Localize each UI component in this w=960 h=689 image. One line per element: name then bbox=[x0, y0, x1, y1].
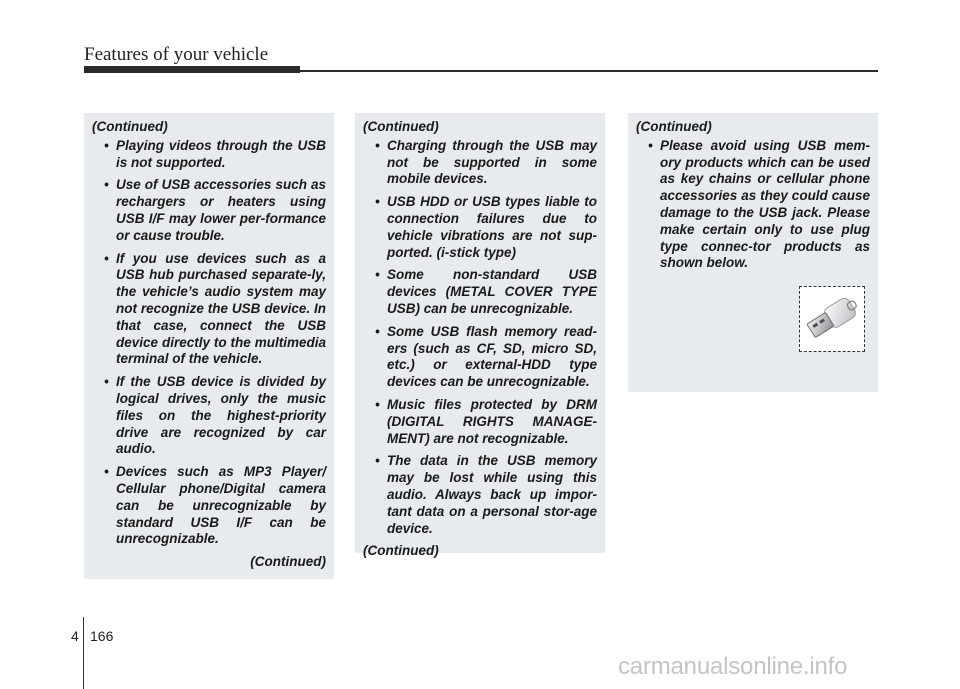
header-rule-thin bbox=[300, 70, 878, 72]
page-number: 166 bbox=[90, 628, 114, 644]
usb-connector-figure bbox=[799, 286, 865, 352]
header-rule-thick bbox=[84, 66, 300, 73]
bullet-item: • Playing videos through the USB is not supported. bbox=[92, 138, 326, 172]
bullet-item: • If the USB device is divided by logical drives, only the music files on the highest-priority drive are recognized by car audio. bbox=[92, 374, 326, 458]
bullet-list bbox=[92, 138, 326, 548]
bullet-item: • Some USB flash memory read-ers (such as CF, SD, micro SD, etc.) or external-HDD type devices can be unrecognizable. bbox=[363, 324, 597, 391]
bullet-item: • USB HDD or USB types liable to connection failures due to vehicle vibrations are not sup-ported. (i-stick type) bbox=[363, 194, 597, 261]
info-panel-2 bbox=[355, 113, 605, 559]
continued-footer: (Continued) bbox=[250, 554, 326, 570]
bullet-item: • The data in the USB memory may be lost while using this audio. Always back up impor-tant data on a personal stor-age device. bbox=[363, 453, 597, 537]
bullet-item: • If you use devices such as a USB hub purchased separate-ly, the vehicle’s audio system may not recognize the USB device. In that case, connect the USB device directly to the multimedia terminal of the vehicle. bbox=[92, 251, 326, 369]
usb-plug-connector-icon bbox=[800, 287, 864, 351]
bullet-list bbox=[636, 138, 870, 272]
bullet-item: • Please avoid using USB mem-ory products which can be used as key chains or cellular phone accessories as they could cause damage to the USB jack. Please make certain only to use plug type connec-tor products as shown below. bbox=[636, 138, 870, 272]
continued-heading: (Continued) bbox=[363, 119, 439, 134]
page-header-title: Features of your vehicle bbox=[84, 44, 269, 65]
bullet-item: • Some non-standard USB devices (METAL COVER TYPE USB) can be unrecognizable. bbox=[363, 267, 597, 317]
bullet-list bbox=[363, 138, 597, 538]
chapter-number: 4 bbox=[71, 628, 79, 644]
bullet-item: • Use of USB accessories such as rechargers or heaters using USB I/F may lower per-formance or cause trouble. bbox=[92, 177, 326, 244]
bullet-item: • Charging through the USB may not be supported in some mobile devices. bbox=[363, 138, 597, 188]
continued-footer: (Continued) bbox=[363, 543, 439, 559]
page-number-divider bbox=[83, 617, 84, 689]
continued-heading: (Continued) bbox=[92, 119, 168, 134]
watermark-text: carmanualsonline.info bbox=[618, 653, 848, 680]
continued-heading: (Continued) bbox=[636, 119, 712, 134]
info-panel-1 bbox=[84, 113, 334, 579]
bullet-item: • Music files protected by DRM (DIGITAL RIGHTS MANAGE-MENT) are not recognizable. bbox=[363, 397, 597, 447]
bullet-item: • Devices such as MP3 Player/ Cellular phone/Digital camera can be unrecognizable by standard USB I/F can be unrecognizable. bbox=[92, 464, 326, 548]
